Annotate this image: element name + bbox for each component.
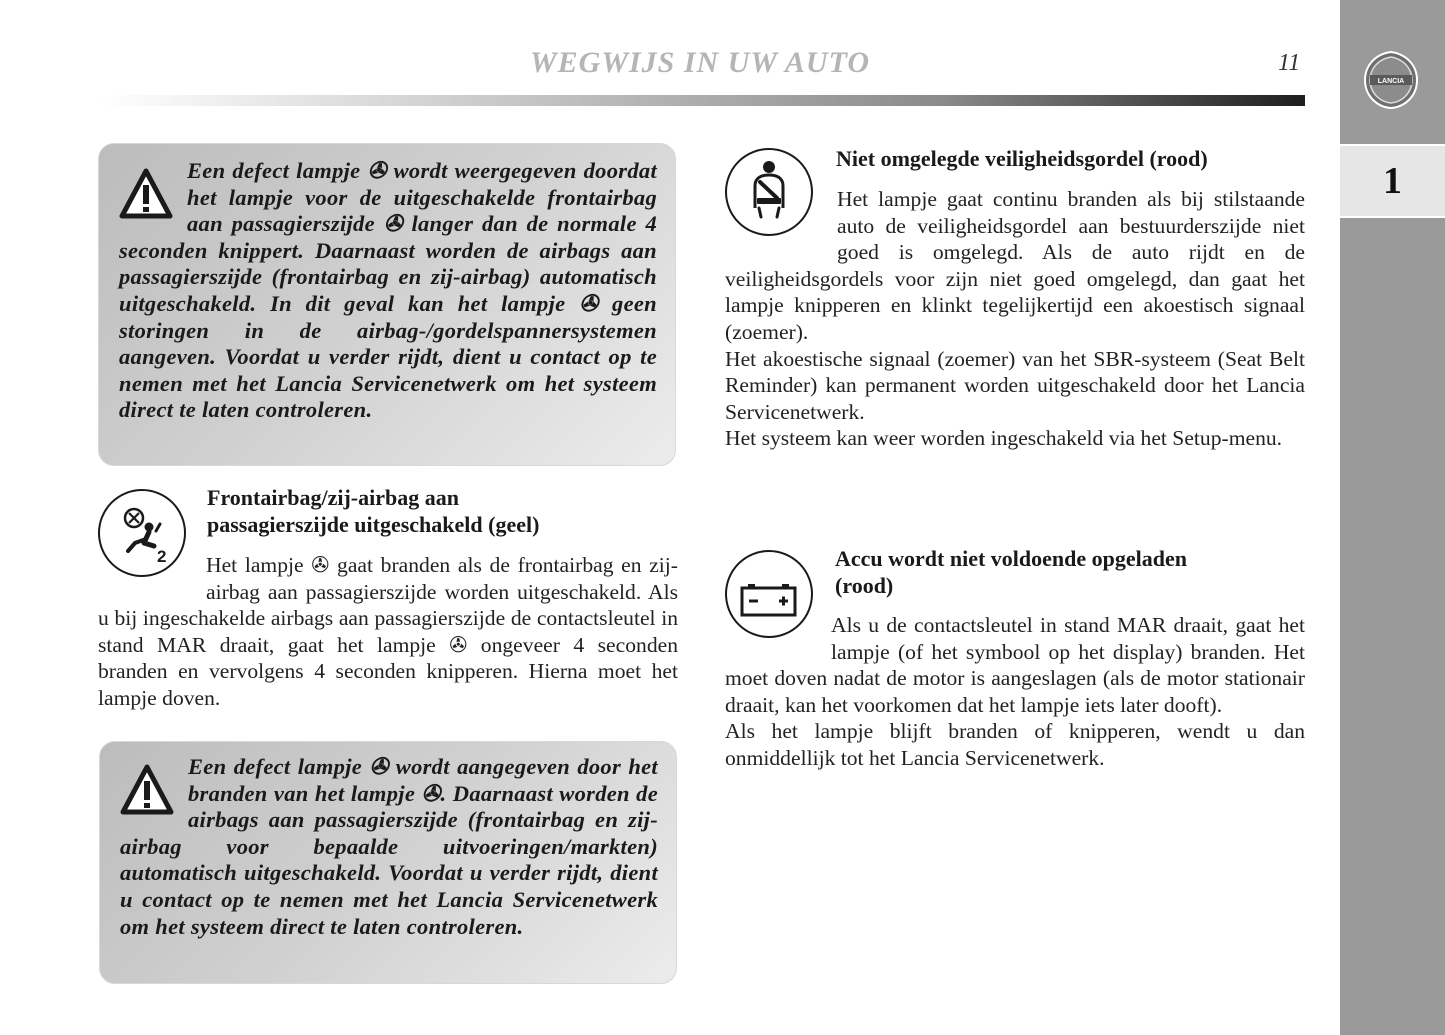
svg-text:2: 2 (157, 547, 167, 566)
section-text-battery (725, 612, 1305, 772)
section-text-airbag-content: Het lampje ✇ gaat branden als de frontairbag en zij-airbag aan passagierszijde worden uitgeschakeld. Als u bij ingeschakelde airbags aan passagierszijde de contactsleutel in stand MAR draait, gaat het lampje ✇ ongeveer 4 seconden branden en vervolgens 4 seconden knipperen. Hierna moet het lampje doven. (98, 553, 678, 710)
warning-text-1: Een defect lampje ✇ wordt weergegeven doordat het lampje voor de uitgeschakelde frontairbag aan passagierszijde ✇ langer dan de normale 4 seconden knippert. Daarnaast worden de airbags aan passagierszijde (frontairbag en zij-airbag) automatisch uitgeschakeld. In dit geval kan het lampje ✇ geen storingen in de airbag-/gordelspannersystemen aangeven. Voordat u verder rijdt, dient u contact op te nemen met het Lancia Servicenetwerk om het systeem direct te laten controleren. (119, 158, 657, 423)
section-title-airbag (207, 484, 539, 538)
page-header-title: WEGWIJS IN UW AUTO (529, 46, 871, 79)
warning-box-airbag-defect (99, 741, 677, 984)
warning-triangle-icon (120, 764, 174, 816)
battery-paragraph-1: Als u de contactsleutel in stand MAR draait, gaat het lampje (of het symbool op het display) branden. Het moet doven nadat de motor is aangeslagen (als de motor stationair draait, kan het voorkomen dat het lampje iets later dooft). (725, 613, 1305, 717)
seatbelt-paragraph-3: Het systeem kan weer worden ingeschakeld via het Setup-menu. (725, 426, 1283, 451)
warning-triangle-icon (119, 168, 173, 220)
section-title-seatbelt: Niet omgelegde veiligheidsgordel (rood) (836, 146, 1208, 171)
chapter-tab[interactable]: 1 (1340, 144, 1445, 218)
battery-paragraph-2: Als het lampje blijft branden of knipperen, wendt u dan onmiddellijk tot het Lancia Servicenetwerk. (725, 719, 1305, 770)
section-title-airbag-line2: passagierszijde uitgeschakeld (geel) (207, 512, 540, 537)
section-text-airbag (98, 552, 678, 712)
section-title-battery-line1: Accu wordt niet voldoende opgeladen (835, 546, 1187, 571)
page-number: 11 (1278, 50, 1301, 76)
lancia-logo (1362, 50, 1420, 110)
section-title-battery (835, 545, 1187, 599)
seatbelt-paragraph-2: Het akoestische signaal (zoemer) van het SBR-systeem (Seat Belt Reminder) kan permanent worden uitgeschakeld door het Lancia Servicenetwerk. (725, 346, 1305, 424)
seatbelt-paragraph-1: Het lampje gaat continu branden als bij stilstaande auto de veiligheidsgordel aan bestuurderszijde niet goed is omgelegd. Als de auto rijdt en de veiligheidsgordels voor zijn niet goed omgelegd, dan gaat het lampje knipperen en klinkt tegelijkertijd een akoestisch signaal (zoemer). (725, 187, 1305, 344)
section-title-battery-line2: (rood) (835, 573, 894, 598)
section-title-airbag-line1: Frontairbag/zij-airbag aan (207, 485, 459, 510)
header-rule (100, 95, 1305, 106)
logo-text: LANCIA (1377, 78, 1405, 85)
warning-text-2: Een defect lampje ✇ wordt aangegeven door het branden van het lampje ✇. Daarnaast worden de airbags aan passagierszijde (frontairbag en zij-airbag voor bepaalde uitvoeringen/markten) automatisch uitgeschakeld. Voordat u verder rijdt, dient u contact op te nemen met het Lancia Servicenetwerk om het systeem direct te laten controleren. (120, 754, 658, 939)
section-text-seatbelt (725, 186, 1305, 452)
warning-box-defect-light (98, 143, 676, 466)
